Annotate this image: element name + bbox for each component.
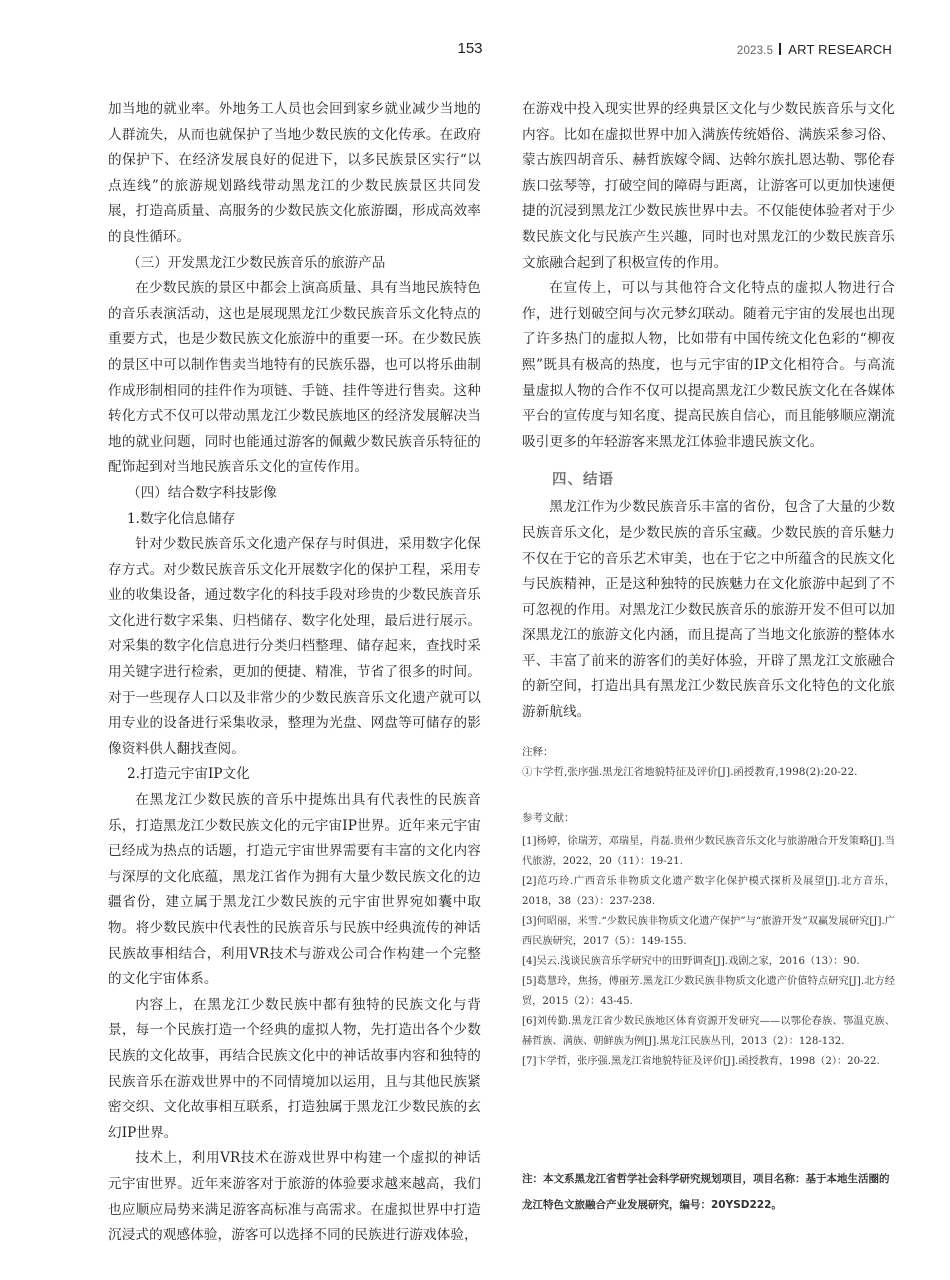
year-issue: 2023.5 <box>736 45 774 57</box>
subsection-heading: （四）结合数字科技影像 <box>127 484 277 501</box>
header-divider <box>779 43 781 55</box>
paragraph: 技术上，利用VR技术在游戏世界中构建一个虚拟的神话元宇宙世界。近年来游客对于旅游的体验要求越来越高，我们也应顺应局势来满足游客高标准与高需求。在虚拟世界中打造沉浸式的观感体验，游客可以选择不同的民族进行游戏体验， <box>108 1150 481 1244</box>
sub-subsection-heading: 2.打造元宇宙IP文化 <box>127 766 250 783</box>
right-column <box>522 97 895 726</box>
references-section <box>522 808 895 1072</box>
reference-item: [5]葛慧玲，焦扬，傅丽芳.黑龙江少数民族非物质文化遗产价值特点研究[J].北方经贸，2015（2）：43-45. <box>522 976 895 1007</box>
funding-footnote: 注：本文系黑龙江省哲学社会科学研究规划项目，项目名称：基于本地生活圈的龙江特色文旅融合产业发展研究，编号：20YSD222。 <box>522 1173 890 1211</box>
left-column <box>108 97 481 1249</box>
references-label: 参考文献： <box>522 812 575 824</box>
paragraph: 在少数民族的景区中都会上演高质量、具有当地民族特色的音乐表演活动，这也是展现黑龙江少数民族音乐文化特点的重要方式，也是少数民族文化旅游中的重要一环。在少数民族的景区中可以制作售卖当地特有的民族乐器，也可以将乐曲制作成形制相同的挂件作为项链、手链、挂件等进行售卖。这种转化方式不仅可以带动黑龙江少数民族地区的经济发展解决当地的就业问题，同时也能通过游客的佩戴少数民族音乐特征的配饰起到对当地民族音乐文化的宣传作用。 <box>108 280 481 476</box>
paragraph: 加当地的就业率。外地务工人员也会回到家乡就业减少当地的人群流失，从而也就保护了当地少数民族的文化传承。在政府的保护下、在经济发展良好的促进下，以多民族景区实行“以点连线”的旅游规划路线带动黑龙江的少数民族景区共同发展，打造高质量、高服务的少数民族文化旅游圈，形成高效率的良性循环。 <box>108 101 481 245</box>
paragraph: 在宣传上，可以与其他符合文化特点的虚拟人物进行合作，进行划破空间与次元梦幻联动。随着元宇宙的发展也出现了许多热门的虚拟人物，比如带有中国传统文化色彩的“柳夜熙”既具有极高的热度，也与元宇宙的IP文化相符合。与高流量虚拟人物的合作不仅可以提高黑龙江少数民族文化在各媒体平台的宣传度与知名度、提高民族自信心，而且能够顺应潮流吸引更多的年轻游客来黑龙江体验非遗民族文化。 <box>522 280 895 450</box>
paragraph: 针对少数民族音乐文化遗产保存与时俱进，采用数字化保存方式。对少数民族音乐文化开展数字化的保护工程，采用专业的收集设备，通过数字化的科技手段对珍贵的少数民族音乐文化进行数字采集、归档储存、数字化处理，最后进行展示。对采集的数字化信息进行分类归档整理、储存起来，查找时采用关键字进行检索，更加的便捷、精准，节省了很多的时间。对于一些现存人口以及非常少的少数民族音乐文化遗产就可以用专业的设备进行采集收录，整理为光盘、网盘等可储存的影像资料供人翻找查阅。 <box>108 536 481 757</box>
reference-item: [7]卞学哲，张序强.黑龙江省地貌特征及评价[J].函授教育，1998（2）：20-22. <box>522 1056 880 1067</box>
reference-item: [6]刘传勤.黑龙江省少数民族地区体育资源开发研究——以鄂伦春族、鄂温克族、赫哲族、满族、朝鲜族为例[J].黑龙江民族丛刊，2013（2）：128-132. <box>522 1016 895 1047</box>
section-title: 四、结语 <box>552 471 614 489</box>
journal-header <box>737 42 892 57</box>
paragraph: 黑龙江作为少数民族音乐丰富的省份，包含了大量的少数民族音乐文化，是少数民族的音乐宝藏。少数民族的音乐魅力不仅在于它的音乐艺术审美，也在于它之中所蕴含的民族文化与民族精神，正是这种独特的民族魅力在文化旅游中起到了不可忽视的作用。对黑龙江少数民族音乐的旅游开发不但可以加深黑龙江的旅游文化内涵，而且提高了当地文化旅游的整体水平、丰富了前来的游客们的美好体验，开辟了黑龙江文旅融合的新空间，打造出具有黑龙江少数民族音乐文化特色的文化旅游新航线。 <box>522 499 895 721</box>
page-number: 153 <box>457 40 483 57</box>
reference-item: [2]范巧玲.广西音乐非物质文化遗产数字化保护模式探析及展望[J].北方音乐，2018，38（23）：237-238. <box>522 876 895 907</box>
paragraph: 在游戏中投入现实世界的经典景区文化与少数民族音乐与文化内容。比如在虚拟世界中加入满族传统婚俗、满族采参习俗、蒙古族四胡音乐、赫哲族嫁令阔、达斡尔族扎恩达勒、鄂伦春族口弦琴等，打破空间的障碍与距离，让游客可以更加快速便捷的沉浸到黑龙江少数民族世界中去。不仅能使体验者对于少数民族文化与民族产生兴趣，同时也对黑龙江的少数民族音乐文旅融合起到了积极宣传的作用。 <box>522 101 895 271</box>
paragraph: 内容上，在黑龙江少数民族中都有独特的民族文化与背景，每一个民族打造一个经典的虚拟人物，先打造出各个少数民族的文化故事，再结合民族文化中的神话故事内容和独特的民族音乐在游戏世界中的不同情境加以运用，且与其他民族紧密交织、文化故事相互联系，打造独属于黑龙江少数民族的玄幻IP世界。 <box>108 996 481 1141</box>
subsection-heading: （三）开发黑龙江少数民族音乐的旅游产品 <box>127 254 386 271</box>
paragraph: 在黑龙江少数民族的音乐中提炼出具有代表性的民族音乐，打造黑龙江少数民族文化的元宇宙IP世界。近年来元宇宙已经成为热点的话题，打造元宇宙世界需要有丰富的文化内容与深厚的文化底蕴，黑龙江省作为拥有大量少数民族文化的边疆省份，建立属于黑龙江少数民族的元宇宙世界宛如囊中取物。将少数民族中代表性的民族音乐与民族中经典流传的神话民族故事相结合，利用VR技术与游戏公司合作构建一个完整的文化宇宙体系。 <box>108 792 481 988</box>
sub-subsection-heading: 1.数字化信息储存 <box>127 510 236 527</box>
reference-item: [3]何昭丽，米雪.“少数民族非物质文化遗产保护”与“旅游开发”双赢发展研究[J].广西民族研究，2017（5）：149-155. <box>522 916 895 947</box>
notes-section <box>522 742 895 782</box>
reference-item: [1]杨婷，徐瑞芳，邓瑞星，肖磊.贵州少数民族音乐文化与旅游融合开发策略[J].当代旅游，2022，20（11）：19-21. <box>522 836 895 867</box>
note-item: ①卞学哲,张序强.黑龙江省地貌特征及评价[J].函授教育,1998(2):20-22. <box>522 766 858 778</box>
reference-item: [4]吴云.浅谈民族音乐学研究中的田野调查[J].戏剧之家，2016（13）：90. <box>522 956 860 967</box>
notes-label: 注释： <box>522 746 554 758</box>
journal-name: ART RESEARCH <box>788 42 892 57</box>
